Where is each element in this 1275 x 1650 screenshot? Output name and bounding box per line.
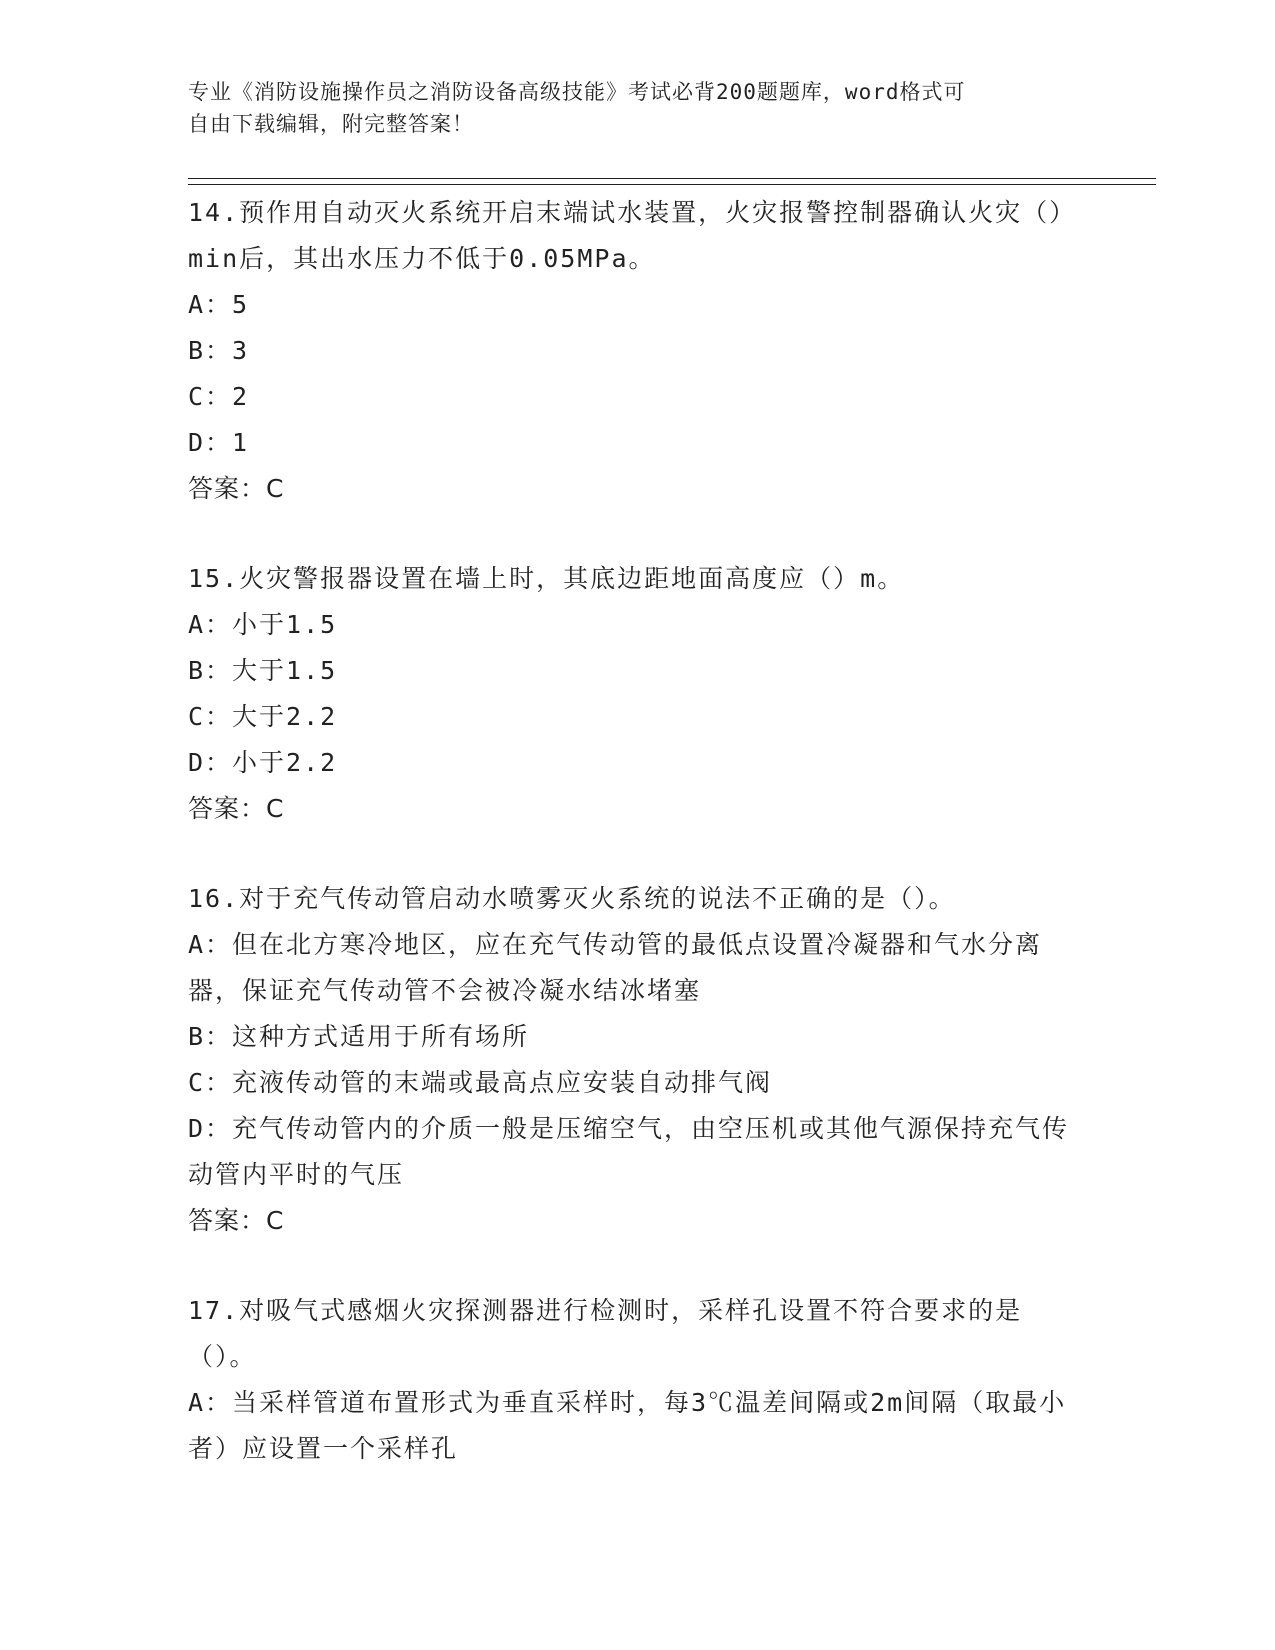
question-17	[188, 1288, 1088, 1472]
option-a: A：但在北方寒冷地区，应在充气传动管的最低点设置冷凝器和气水分离器，保证充气传动管不会被冷凝水结冰堵塞	[188, 930, 1043, 1005]
option-a: A：当采样管道布置形式为垂直采样时，每3℃温差间隔或2m间隔（取最小者）应设置一个采样孔	[188, 1388, 1067, 1463]
header-divider-top	[188, 178, 1156, 179]
question-15	[188, 556, 1088, 832]
option-b: B：大于1.5	[188, 656, 338, 685]
question-stem: 16.对于充气传动管启动水喷雾灭火系统的说法不正确的是（）。	[188, 884, 956, 913]
option-b: B：3	[188, 336, 250, 365]
option-a: A：小于1.5	[188, 610, 338, 639]
option-d: D：1	[188, 428, 250, 457]
option-c: C：充液传动管的末端或最高点应安装自动排气阀	[188, 1068, 773, 1097]
option-d: D：充气传动管内的介质一般是压缩空气，由空压机或其他气源保持充气传动管内平时的气压	[188, 1114, 1070, 1189]
header-divider-bottom	[188, 184, 1156, 185]
question-16	[188, 876, 1088, 1244]
document-header	[188, 76, 1088, 140]
header-title-line2: 自由下载编辑，附完整答案！	[188, 112, 474, 136]
question-14	[188, 190, 1088, 512]
option-a: A：5	[188, 290, 250, 319]
question-stem: 17.对吸气式感烟火灾探测器进行检测时，采样孔设置不符合要求的是（）。	[188, 1296, 1023, 1371]
option-d: D：小于2.2	[188, 748, 338, 777]
option-c: C：2	[188, 382, 250, 411]
answer: 答案：C	[188, 1206, 285, 1235]
question-stem: 14.预作用自动灭火系统开启末端试水装置，火灾报警控制器确认火灾（）min后，其出水压力不低于0.05MPa。	[188, 198, 1077, 273]
answer: 答案：C	[188, 794, 285, 823]
option-b: B：这种方式适用于所有场所	[188, 1022, 530, 1051]
option-c: C：大于2.2	[188, 702, 338, 731]
question-stem: 15.火灾警报器设置在墙上时，其底边距地面高度应（）m。	[188, 564, 905, 593]
answer: 答案：C	[188, 474, 285, 503]
header-title-line1: 专业《消防设施操作员之消防设备高级技能》考试必背200题题库，word格式可	[188, 80, 966, 104]
